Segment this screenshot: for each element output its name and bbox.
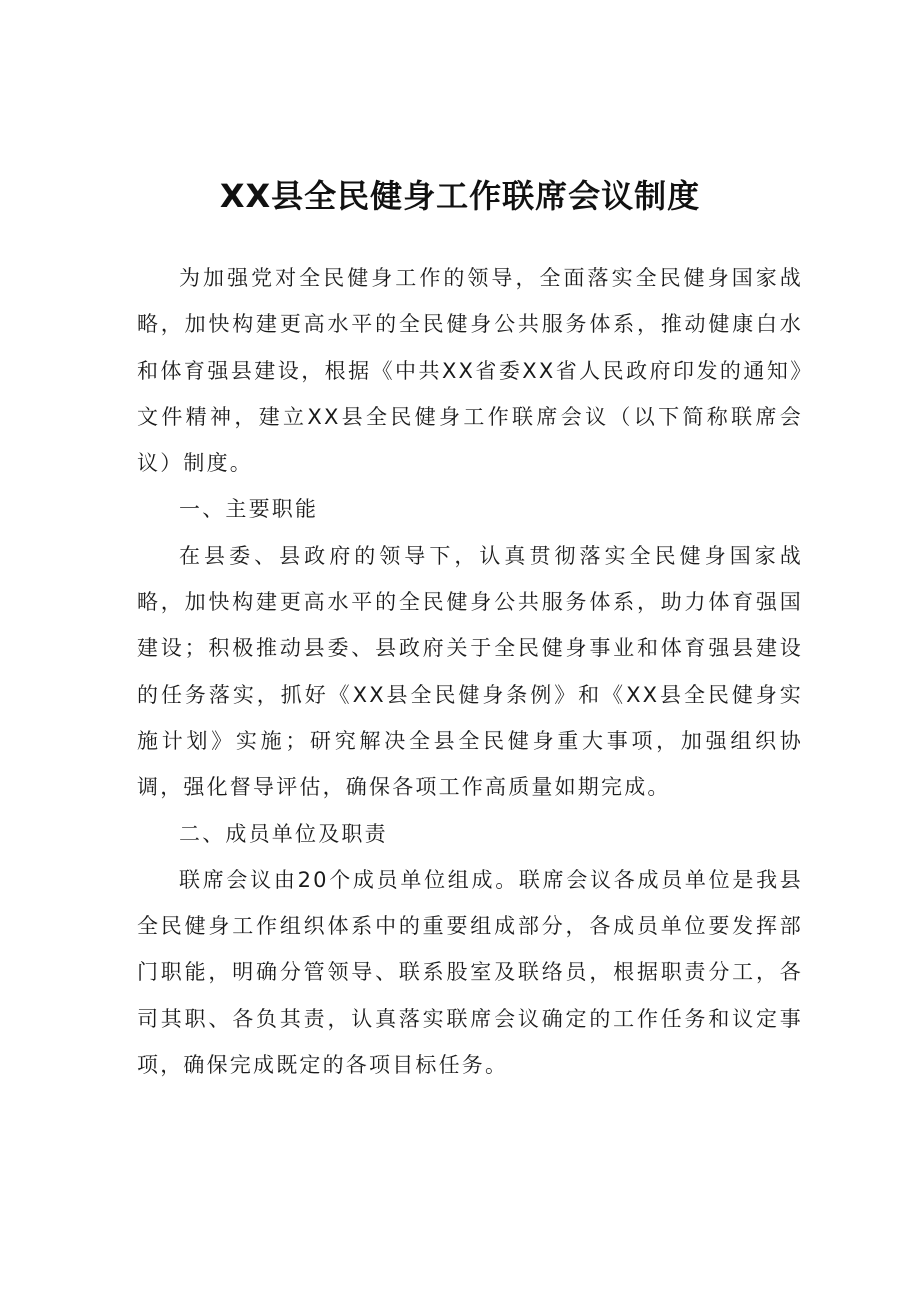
section-heading-main-functions: 一、主要职能 <box>179 497 319 522</box>
section-heading-member-units: 二、成员单位及职责 <box>179 821 388 846</box>
intro-paragraph: 为加强党对全民健身工作的领导，全面落实全民健身国家战略，加快构建更高水平的全民健身公共服务体系，推动健康白水和体育强县建设，根据《中共XX省委XX省人民政府印发的通知》文件精神，建立XX县全民健身工作联席会议（以下简称联席会议）制度。 <box>137 266 803 476</box>
member-units-paragraph: 联席会议由20个成员单位组成。联席会议各成员单位是我县全民健身工作组织体系中的重要组成部分，各成员单位要发挥部门职能，明确分管领导、联系股室及联络员，根据职责分工，各司其职、各负其责，认真落实联席会议确定的工作任务和议定事项，确保完成既定的各项目标任务。 <box>137 867 803 1078</box>
main-functions-paragraph: 在县委、县政府的领导下，认真贯彻落实全民健身国家战略，加快构建更高水平的全民健身公共服务体系，助力体育强国建设；积极推动县委、县政府关于全民健身事业和体育强县建设的任务落实，抓好《XX县全民健身条例》和《XX县全民健身实施计划》实施；研究解决全县全民健身重大事项，加强组织协调，强化督导评估，确保各项工作高质量如期完成。 <box>137 543 803 800</box>
document-title: XX县全民健身工作联席会议制度 <box>219 177 701 215</box>
document-body <box>137 255 803 1088</box>
